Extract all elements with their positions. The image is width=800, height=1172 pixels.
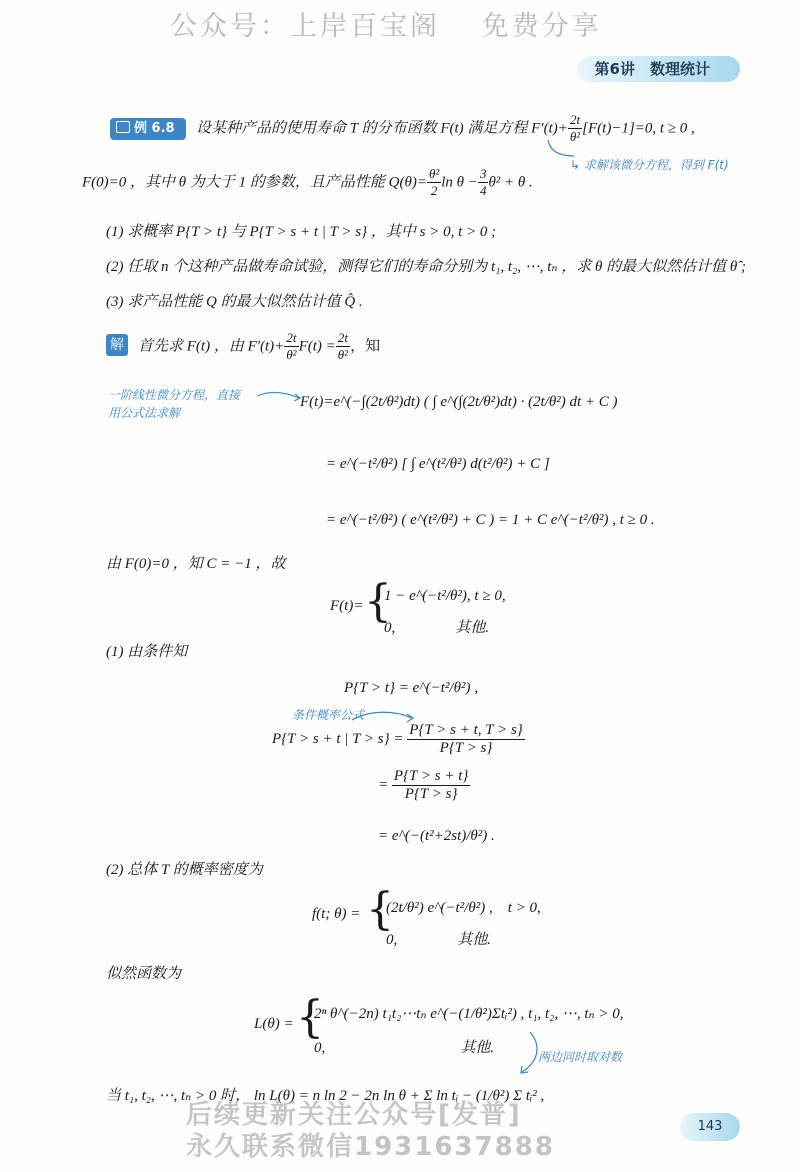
watermark-bottom-2: 永久联系微信1931637888 [186, 1132, 555, 1162]
L-case1: 2ⁿ θ^(−2n) t₁t₂⋯tₙ e^(−(1/θ²)Σtᵢ²) , t₁, t₂, ⋯, tₙ > 0, [314, 1006, 624, 1022]
f-case2: 0, 其他. [386, 932, 492, 948]
L-lhs: L(θ) = [254, 1016, 294, 1032]
watermark-bottom-1: 后续更新关注公众号[发普] [186, 1100, 522, 1130]
chapter-tab: 第6讲 数理统计 [577, 56, 740, 82]
eq-F-step3: = e^(−t²/θ²) ( e^(t²/θ²) + C ) = 1 + C e^(−t²/θ²) , t ≥ 0 . [326, 512, 655, 528]
question-1: (1) 求概率 P{T > t} 与 P{T > s + t | T > s} ，其中 s > 0, t > 0 ; [106, 224, 497, 240]
note-solve-ode: ↳ 求解该微分方程，得到 F(t) [570, 158, 729, 172]
book-icon [116, 121, 130, 133]
part1-cond2: = $\frac{P\{T > s + t\}}{P\{T > s\}}$ [378, 768, 469, 802]
note-arrow-4 [508, 1030, 548, 1076]
brace: { [366, 884, 394, 935]
L-case2: 0, 其他. [314, 1040, 495, 1056]
part1-eq: P{T > t} = e^(−t²/θ²) , [344, 680, 478, 696]
f-case1: (2t/θ²) e^(−t²/θ²) , t > 0, [386, 900, 541, 916]
note-arrow-1 [540, 138, 580, 162]
example-statement-line2: F(0)=0 ，其中 θ 为大于 1 的参数，且产品性能 Q(θ)= $\frac{\text{θ²}}{2}$ ln θ − $\frac{3}{4}$ θ² + θ . [82, 166, 533, 198]
part1-head: (1) 由条件知 [106, 644, 188, 660]
F-lhs: F(t)= [330, 598, 364, 614]
likelihood-head: 似然函数为 [106, 966, 182, 982]
log-likelihood-line: 当 t₁, t₂, ⋯, tₙ > 0 时， ln L(θ) = n ln 2 − 2n ln θ + Σ ln tᵢ − (1/θ²) Σ tᵢ² , [106, 1088, 545, 1104]
F-case2: 0, 其他. [384, 620, 490, 636]
page-number: 143 [680, 1113, 740, 1141]
part2-head: (2) 总体 T 的概率密度为 [106, 862, 263, 878]
F-case1: 1 − e^(−t²/θ²), t ≥ 0, [384, 588, 506, 604]
fraction: $\frac{2t}{\text{θ²}}$ [569, 112, 581, 144]
solution-intro: 首先求 F(t) ，由 F′(t)+ $\frac{2t}{\text{θ²}}$ F(t) = $\frac{2t}{\text{θ²}}$ ，知 [138, 330, 381, 362]
solution-badge: 解 [106, 334, 128, 356]
part1-cond3: = e^(−(t²+2st)/θ²) . [378, 828, 495, 844]
example-badge: 例 6.8 [110, 118, 186, 140]
question-3: (3) 求产品性能 Q 的最大似然估计值 Q̂ . [106, 294, 363, 310]
part1-cond: P{T > s + t | T > s} = $\frac{P\{T > s + t, T > s\}}{P\{T > s\}}$ [272, 722, 523, 756]
note-arrow-2 [255, 388, 305, 408]
eq-F-general: F(t)=e^(−∫(2t/θ²)dt) ( ∫ e^(∫(2t/θ²)dt) · (2t/θ²) dt + C ) [300, 394, 618, 410]
f-lhs: f(t; θ) = [312, 906, 361, 922]
note-take-log: 两边同时取对数 [538, 1050, 623, 1064]
example-statement-line1: 设某种产品的使用寿命 T 的分布函数 F(t) 满足方程 F′(t)+ $\frac{2t}{\text{θ²}}$ [F(t)−1]=0, t ≥ 0 , [196, 112, 695, 144]
brace: { [296, 992, 324, 1043]
watermark-top: 公众号：上岸百宝阁 免费分享 [170, 11, 602, 42]
from-F0: 由 F(0)=0 ，知 C = −1 ，故 [106, 556, 286, 572]
note-linear-ode-1: 一阶线性微分方程，直接 [108, 388, 241, 402]
note-linear-ode-2: 用公式法求解 [108, 406, 181, 420]
eq-F-step2: = e^(−t²/θ²) [ ∫ e^(t²/θ²) d(t²/θ²) + C ] [326, 456, 550, 472]
question-2: (2) 任取 n 个这种产品做寿命试验，测得它们的寿命分别为 t₁, t₂, ⋯, tₙ ，求 θ 的最大似然估计值 θ̂ ; [106, 259, 746, 275]
note-conditional-prob: 条件概率公式 [292, 708, 365, 722]
brace: { [364, 576, 392, 627]
